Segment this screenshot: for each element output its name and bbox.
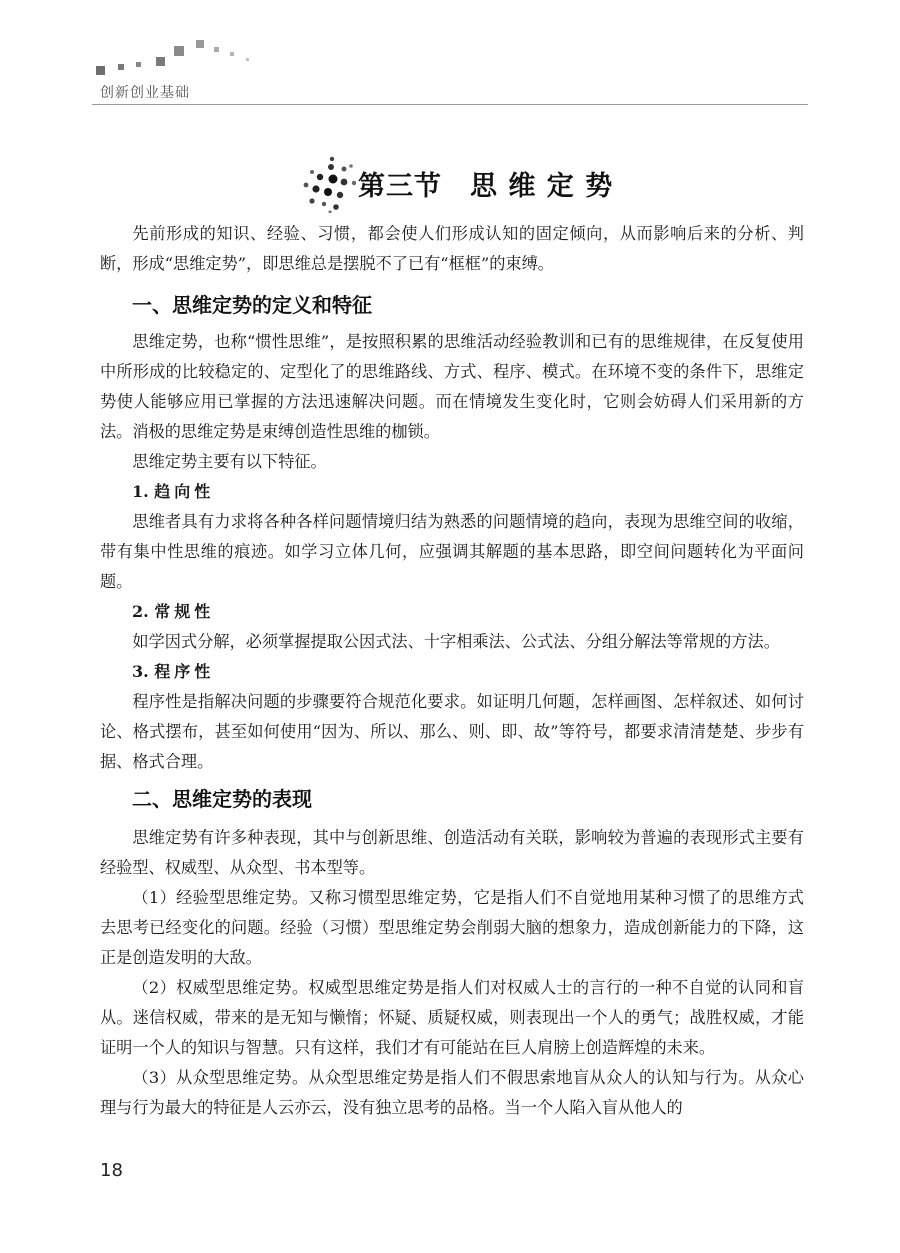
feature-heading-3	[100, 657, 804, 687]
header-decoration-dots	[96, 38, 266, 78]
feature-title: 程序性	[154, 662, 215, 681]
feature-title: 趋向性	[154, 482, 215, 501]
intro-paragraph: 先前形成的知识、经验、习惯，都会使人们形成认知的固定倾向，从而影响后来的分析、判断，形成“思维定势”，即思维总是摆脱不了已有“框框”的束缚。	[100, 224, 804, 273]
feature-number: 1.	[132, 482, 155, 501]
feature-paragraph-1: 思维者具有力求将各种各样问题情境归结为熟悉的问题情境的趋向，表现为思维空间的收缩，带有集中性思维的痕迹。如学习立体几何，应强调其解题的基本思路，即空间问题转化为平面问题。	[100, 512, 804, 591]
feature-heading-2	[100, 597, 804, 627]
heading-definition-features: 一、思维定势的定义和特征	[132, 293, 372, 317]
manifestations-paragraph: 思维定势有许多种表现，其中与创新思维、创造活动有关联，影响较为普遍的表现形式主要有经验型、权威型、从众型、书本型等。	[100, 828, 804, 877]
page-number: 18	[100, 1160, 123, 1181]
manifestation-item-3: （3）从众型思维定势。从众型思维定势是指人们不假思索地盲从众人的认知与行为。从众心理与行为最大的特征是人云亦云，没有独立思考的品格。当一个人陷入盲从他人的	[100, 1068, 804, 1117]
section-title: 第三节 思 维 定 势	[358, 171, 614, 202]
dotted-star-icon	[300, 155, 358, 213]
heading-manifestations: 二、思维定势的表现	[132, 787, 312, 811]
manifestation-item-2: （2）权威型思维定势。权威型思维定势是指人们对权威人士的言行的一种不自觉的认同和盲从。迷信权威，带来的是无知与懒惰；怀疑、质疑权威，则表现出一个人的勇气；战胜权威，才能证明一个人的知识与智慧。只有这样，我们才有可能站在巨人肩膀上创造辉煌的未来。	[100, 978, 804, 1057]
feature-number: 2.	[132, 602, 155, 621]
features-intro-paragraph: 思维定势主要有以下特征。	[132, 452, 327, 471]
feature-heading-1	[100, 477, 804, 507]
feature-paragraph-3: 程序性是指解决问题的步骤要符合规范化要求。如证明几何题，怎样画图、怎样叙述、如何讨论、格式摆布，甚至如何使用“因为、所以、那么、则、即、故”等符号，都要求清清楚楚、步步有据、格式合理。	[100, 692, 804, 771]
feature-title: 常规性	[154, 602, 215, 621]
body-text	[100, 219, 804, 1123]
feature-paragraph-2: 如学因式分解，必须掌握提取公因式法、十字相乘法、公式法、分组分解法等常规的方法。	[132, 632, 780, 651]
header-rule	[92, 104, 808, 105]
feature-number: 3.	[132, 662, 155, 681]
definition-paragraph: 思维定势，也称“惯性思维”，是按照积累的思维活动经验教训和已有的思维规律，在反复使用中所形成的比较稳定的、定型化了的思维路线、方式、程序、模式。在环境不变的条件下，思维定势使人能够应用已掌握的方法迅速解决问题。而在情境发生变化时，它则会妨碍人们采用新的方法。消极的思维定势是束缚创造性思维的枷锁。	[100, 332, 804, 441]
manifestation-item-1: （1）经验型思维定势。又称习惯型思维定势，它是指人们不自觉地用某种习惯了的思维方式去思考已经变化的问题。经验（习惯）型思维定势会削弱大脑的想象力，造成创新能力的下降，这正是创造发明的大敌。	[100, 888, 804, 967]
running-head: 创新创业基础	[100, 85, 190, 101]
section-title-block	[0, 155, 900, 215]
